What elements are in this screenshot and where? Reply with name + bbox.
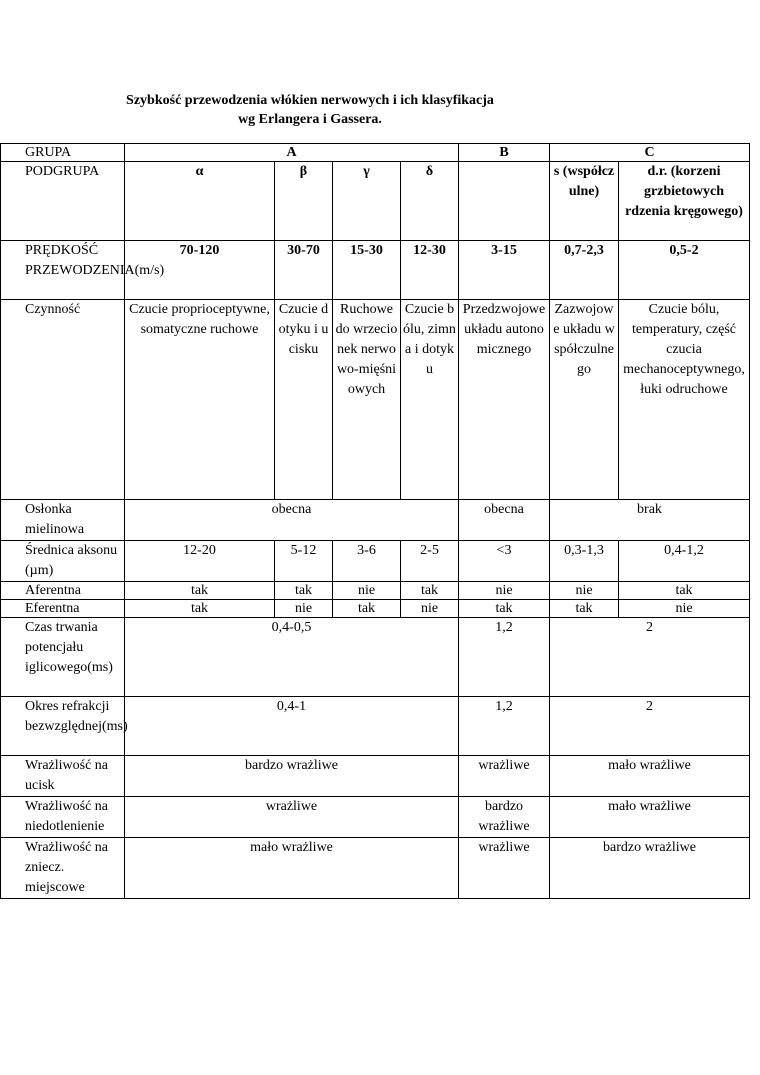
- row-podgrupa: [1, 162, 750, 241]
- cell-c-dr: d.r. (korzeni grzbietowych rdzenia kręgowego): [619, 162, 750, 241]
- row-wrazliwosc-niedotlenienie: [1, 797, 750, 838]
- row-wrazliwosc-ucisk: [1, 756, 750, 797]
- cell-c-s: nie: [550, 582, 619, 600]
- row-label: Czynność: [1, 300, 125, 500]
- row-label: Okres refrakcji bezwzględnej(ms): [1, 697, 125, 756]
- cell-delta: 2-5: [401, 541, 459, 582]
- cell-beta: β: [275, 162, 333, 241]
- row-wrazliwosc-znieczulenie: [1, 838, 750, 899]
- row-aferentna: [1, 582, 750, 600]
- row-eferentna: [1, 600, 750, 618]
- cell-c: 2: [550, 618, 750, 697]
- cell-a: 0,4-1: [125, 697, 459, 756]
- cell-b: [459, 162, 550, 241]
- group-a-header: A: [125, 144, 459, 162]
- cell-delta: 12-30: [401, 241, 459, 300]
- cell-c-dr: 0,4-1,2: [619, 541, 750, 582]
- row-label: Aferentna: [1, 582, 125, 600]
- cell-c: brak: [550, 500, 750, 541]
- cell-c: 2: [550, 697, 750, 756]
- row-czynnosc: [1, 300, 750, 500]
- cell-c-s: 0,3-1,3: [550, 541, 619, 582]
- cell-gamma: tak: [333, 600, 401, 618]
- cell-b: bardzo wrażliwe: [459, 797, 550, 838]
- row-label: PODGRUPA: [1, 162, 125, 241]
- row-label: GRUPA: [1, 144, 125, 162]
- cell-a: wrażliwe: [125, 797, 459, 838]
- group-c-header: C: [550, 144, 750, 162]
- row-label: Osłonka mielinowa: [1, 500, 125, 541]
- cell-alpha: 70-120: [125, 241, 275, 300]
- cell-alpha: Czucie proprioceptywne, somatyczne ruchowe: [125, 300, 275, 500]
- cell-delta: δ: [401, 162, 459, 241]
- row-label: Wrażliwość na niedotlenienie: [1, 797, 125, 838]
- cell-c-dr: tak: [619, 582, 750, 600]
- cell-c: bardzo wrażliwe: [550, 838, 750, 899]
- cell-b: wrażliwe: [459, 756, 550, 797]
- cell-delta: Czucie bólu, zimna i dotyku: [401, 300, 459, 500]
- cell-b: Przedzwojowe układu autonomicznego: [459, 300, 550, 500]
- cell-beta: Czucie dotyku i ucisku: [275, 300, 333, 500]
- cell-b: 1,2: [459, 618, 550, 697]
- cell-b: <3: [459, 541, 550, 582]
- cell-alpha: α: [125, 162, 275, 241]
- cell-gamma: γ: [333, 162, 401, 241]
- cell-b: nie: [459, 582, 550, 600]
- cell-beta: 5-12: [275, 541, 333, 582]
- cell-c-s: tak: [550, 600, 619, 618]
- cell-beta: 30-70: [275, 241, 333, 300]
- cell-a: bardzo wrażliwe: [125, 756, 459, 797]
- title-line-2: wg Erlangera i Gassera.: [238, 112, 382, 127]
- cell-delta: tak: [401, 582, 459, 600]
- cell-alpha: tak: [125, 582, 275, 600]
- cell-gamma: nie: [333, 582, 401, 600]
- group-b-header: B: [459, 144, 550, 162]
- cell-b: 3-15: [459, 241, 550, 300]
- cell-gamma: 15-30: [333, 241, 401, 300]
- cell-c-s: Zazwojowe układu współczulnego: [550, 300, 619, 500]
- row-label: Wrażliwość na zniecz. miejscowe: [1, 838, 125, 899]
- title-line-1: Szybkość przewodzenia włókien nerwowych i ich klasyfikacja: [126, 93, 494, 108]
- row-label: PRĘDKOŚĆ PRZEWODZENIA(m/s): [1, 241, 125, 300]
- cell-beta: tak: [275, 582, 333, 600]
- row-label: Czas trwania potencjału iglicowego(ms): [1, 618, 125, 697]
- cell-b: 1,2: [459, 697, 550, 756]
- row-label: Eferentna: [1, 600, 125, 618]
- row-srednica: [1, 541, 750, 582]
- row-oslonka: [1, 500, 750, 541]
- cell-c-dr: 0,5-2: [619, 241, 750, 300]
- cell-beta: nie: [275, 600, 333, 618]
- cell-alpha: tak: [125, 600, 275, 618]
- cell-c-dr: Czucie bólu, temperatury, część czucia mechanoceptywnego, łuki odruchowe: [619, 300, 750, 500]
- cell-a: mało wrażliwe: [125, 838, 459, 899]
- row-predkosc: [1, 241, 750, 300]
- cell-a: 0,4-0,5: [125, 618, 459, 697]
- cell-c-s: s (współczulne): [550, 162, 619, 241]
- cell-b: wrażliwe: [459, 838, 550, 899]
- row-czas-trwania: [1, 618, 750, 697]
- cell-c-s: 0,7-2,3: [550, 241, 619, 300]
- cell-a: obecna: [125, 500, 459, 541]
- cell-b: tak: [459, 600, 550, 618]
- nerve-fiber-table: [0, 143, 750, 899]
- row-okres-refrakcji: [1, 697, 750, 756]
- cell-c-dr: nie: [619, 600, 750, 618]
- cell-c: mało wrażliwe: [550, 797, 750, 838]
- row-grupa: [1, 144, 750, 162]
- cell-alpha: 12-20: [125, 541, 275, 582]
- cell-gamma: 3-6: [333, 541, 401, 582]
- row-label: Wrażliwość na ucisk: [1, 756, 125, 797]
- cell-delta: nie: [401, 600, 459, 618]
- cell-b: obecna: [459, 500, 550, 541]
- cell-c: mało wrażliwe: [550, 756, 750, 797]
- cell-gamma: Ruchowe do wrzecionek nerwowo-mięśniowych: [333, 300, 401, 500]
- row-label: Średnica aksonu (µm): [1, 541, 125, 582]
- document-title: [0, 91, 620, 129]
